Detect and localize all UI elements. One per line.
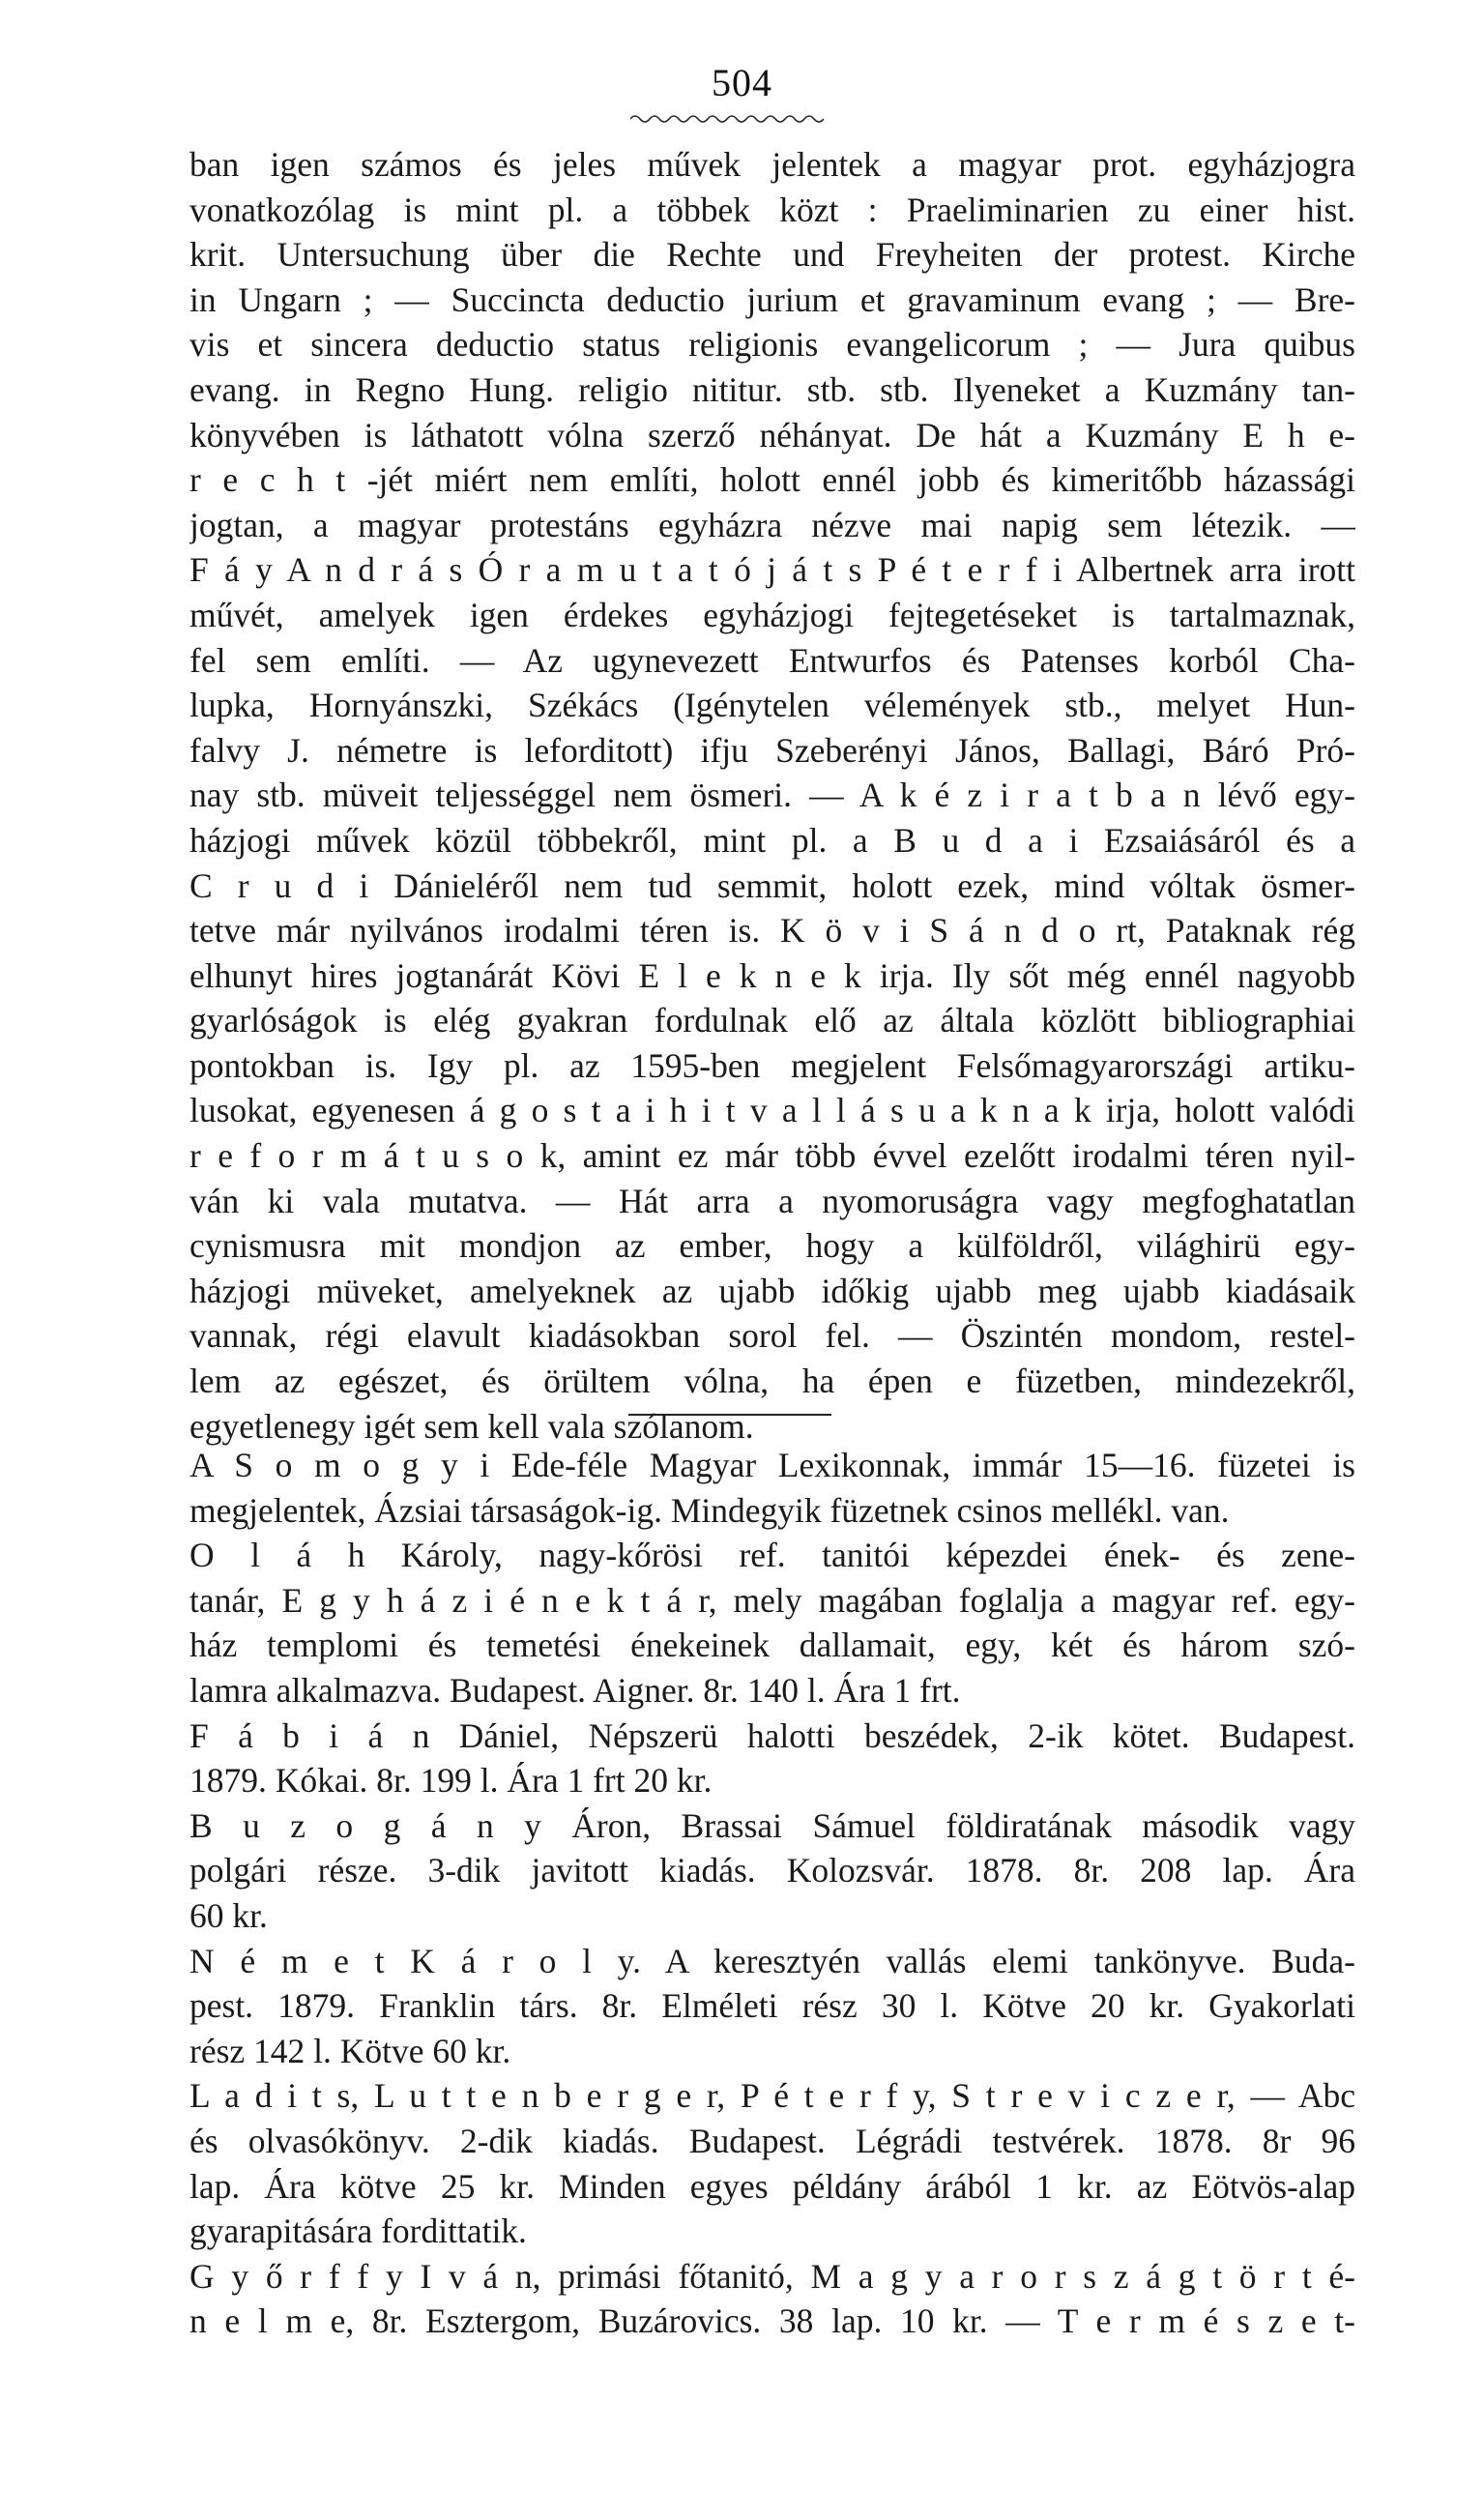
text-line: elhunyt hires jogtanárát Kövi E l e k n e k irja. Ily sőt még ennél nagyobb — [189, 955, 1355, 995]
main-paragraph — [189, 142, 1355, 1449]
text-line: C r u d i Dánieléről nem tud semmit, holott ezek, mind vóltak ösmer- — [189, 865, 1355, 905]
news-line: rész 142 l. Kötve 60 kr. — [189, 2031, 511, 2070]
news-line: lap. Ára kötve 25 kr. Minden egyes példány árából 1 kr. az Eötvös-alap — [189, 2166, 1355, 2206]
text-line: könyvében is láthatott vólna szerző néhányat. De hát a Kuzmány E h e- — [189, 415, 1355, 454]
text-line: vis et sincera deductio status religionis evangelicorum ; — Jura quibus — [189, 325, 1355, 365]
news-line: polgári része. 3-dik javitott kiadás. Kolozsvár. 1878. 8r. 208 lap. Ára — [189, 1851, 1355, 1890]
text-line: tetve már nyilvános irodalmi téren is. K ö v i S á n d o rt, Pataknak rég — [189, 911, 1355, 951]
text-line: cynismusra mit mondjon az ember, hogy a külföldről, világhirü egy- — [189, 1226, 1355, 1266]
news-line: gyarapitására fordittatik. — [189, 2212, 527, 2251]
text-line: művét, amelyek igen érdekes egyházjogi fejtegetéseket is tartalmaznak, — [189, 595, 1355, 634]
news-line: F á b i á n Dániel, Népszerü halotti beszédek, 2-ik kötet. Budapest. — [189, 1715, 1355, 1755]
news-line: pest. 1879. Franklin társ. 8r. Elméleti rész 30 l. Kötve 20 kr. Gyakorlati — [189, 1986, 1355, 2026]
text-line: ván ki vala mutatva. — Hát arra a nyomoruságra vagy megfoghatatlan — [189, 1181, 1355, 1220]
text-line: nay stb. müveit teljességgel nem ösmeri. — A k é z i r a t b a n lévő egy- — [189, 776, 1355, 815]
page-number: 504 — [712, 61, 772, 104]
news-line: L a d i t s, L u t t e n b e r g e r, P é t e r f y, S t r e v i c z e r, — Abc — [189, 2076, 1355, 2116]
text-line: falvy J. németre is leforditott) ifju Szeberényi János, Ballagi, Báró Pró- — [189, 730, 1355, 770]
news-line: n e l m e, 8r. Esztergom, Buzárovics. 38 lap. 10 kr. — T e r m é s z e t- — [189, 2301, 1355, 2341]
news-line: G y ő r f f y I v á n, primási főtanitó, M a g y a r o r s z á g t ö r t é- — [189, 2256, 1355, 2296]
text-line: házjogi müveket, amelyeknek az ujabb időkig ujabb meg ujabb kiadásaik — [189, 1271, 1355, 1310]
news-line: 1879. Kókai. 8r. 199 l. Ára 1 frt 20 kr. — [189, 1761, 713, 1801]
news-line: B u z o g á n y Áron, Brassai Sámuel földiratának második vagy — [189, 1805, 1355, 1845]
text-line: házjogi művek közül többekről, mint pl. a B u d a i Ezsaiásáról és a — [189, 820, 1355, 860]
news-line: O l á h Károly, nagy-kőrösi ref. tanitói képezdei ének- és zene- — [189, 1536, 1355, 1575]
text-line: egyetlenegy igét sem kell vala szólanom. — [189, 1406, 754, 1446]
news-line: tanár, E g y h á z i é n e k t á r, mely magában foglalja a magyar ref. egy- — [189, 1580, 1355, 1620]
text-line: F á y A n d r á s Ó r a m u t a t ó j á t s P é t e r f i Albertnek arra irott — [189, 550, 1355, 590]
text-line: jogtan, a magyar protestáns egyházra nézve mai napig sem létezik. — — [189, 505, 1355, 544]
news-line: és olvasókönyv. 2-dik kiadás. Budapest. Légrádi testvérek. 1878. 8r 96 — [189, 2121, 1355, 2160]
text-line: r e c h t -jét miért nem említi, holott ennél jobb és kimeritőbb házassági — [189, 460, 1355, 500]
section-separator — [628, 1414, 831, 1416]
text-line: pontokban is. Igy pl. az 1595-ben megjelent Felsőmagyarországi artiku- — [189, 1045, 1355, 1085]
text-line: krit. Untersuchung über die Rechte und Freyheiten der protest. Kirche — [189, 235, 1355, 275]
text-line: in Ungarn ; — Succincta deductio jurium et gravaminum evang ; — Bre- — [189, 279, 1355, 319]
text-line: r e f o r m á t u s o k, amint ez már több évvel ezelőtt irodalmi téren nyil- — [189, 1136, 1355, 1176]
text-line: lem az egészet, és örültem vólna, ha épen e füzetben, mindezekről, — [189, 1362, 1355, 1401]
text-line: gyarlóságok is elég gyakran fordulnak elő az általa közlött bibliographiai — [189, 1001, 1355, 1040]
text-line: ban igen számos és jeles művek jelentek a magyar prot. egyházjogra — [189, 145, 1355, 184]
wavy-ornament-icon — [630, 112, 824, 126]
text-line: vonatkozólag is mint pl. a többek közt : Praeliminarien zu einer hist. — [189, 190, 1355, 229]
text-line: lusokat, egyenesen á g o s t a i h i t v a l l á s u a k n a k irja, holott valódi — [189, 1091, 1355, 1130]
news-line: N é m e t K á r o l y. A keresztyén vallás elemi tankönyve. Buda- — [189, 1941, 1355, 1980]
news-line: megjelentek, Ázsiai társaságok-ig. Mindegyik füzetnek csinos mellékl. van. — [189, 1490, 1230, 1530]
news-section — [189, 1443, 1355, 2344]
news-line: 60 kr. — [189, 1895, 268, 1935]
news-line: lamra alkalmazva. Budapest. Aigner. 8r. 140 l. Ára 1 frt. — [189, 1670, 961, 1710]
text-line: fel sem említi. — Az ugynevezett Entwurfos és Patenses korból Cha- — [189, 640, 1355, 680]
text-line: evang. in Regno Hung. religio nititur. stb. stb. Ilyeneket a Kuzmány tan- — [189, 369, 1355, 409]
news-line: A S o m o g y i Ede-féle Magyar Lexikonnak, immár 15—16. füzetei is — [189, 1446, 1355, 1484]
text-line: vannak, régi elavult kiadásokban sorol fel. — Öszintén mondom, restel- — [189, 1316, 1355, 1356]
text-line: lupka, Hornyánszki, Székács (Igénytelen vélemények stb., melyet Hun- — [189, 686, 1355, 725]
news-line: ház templomi és temetési énekeinek dallamait, egy, két és három szó- — [189, 1626, 1355, 1665]
